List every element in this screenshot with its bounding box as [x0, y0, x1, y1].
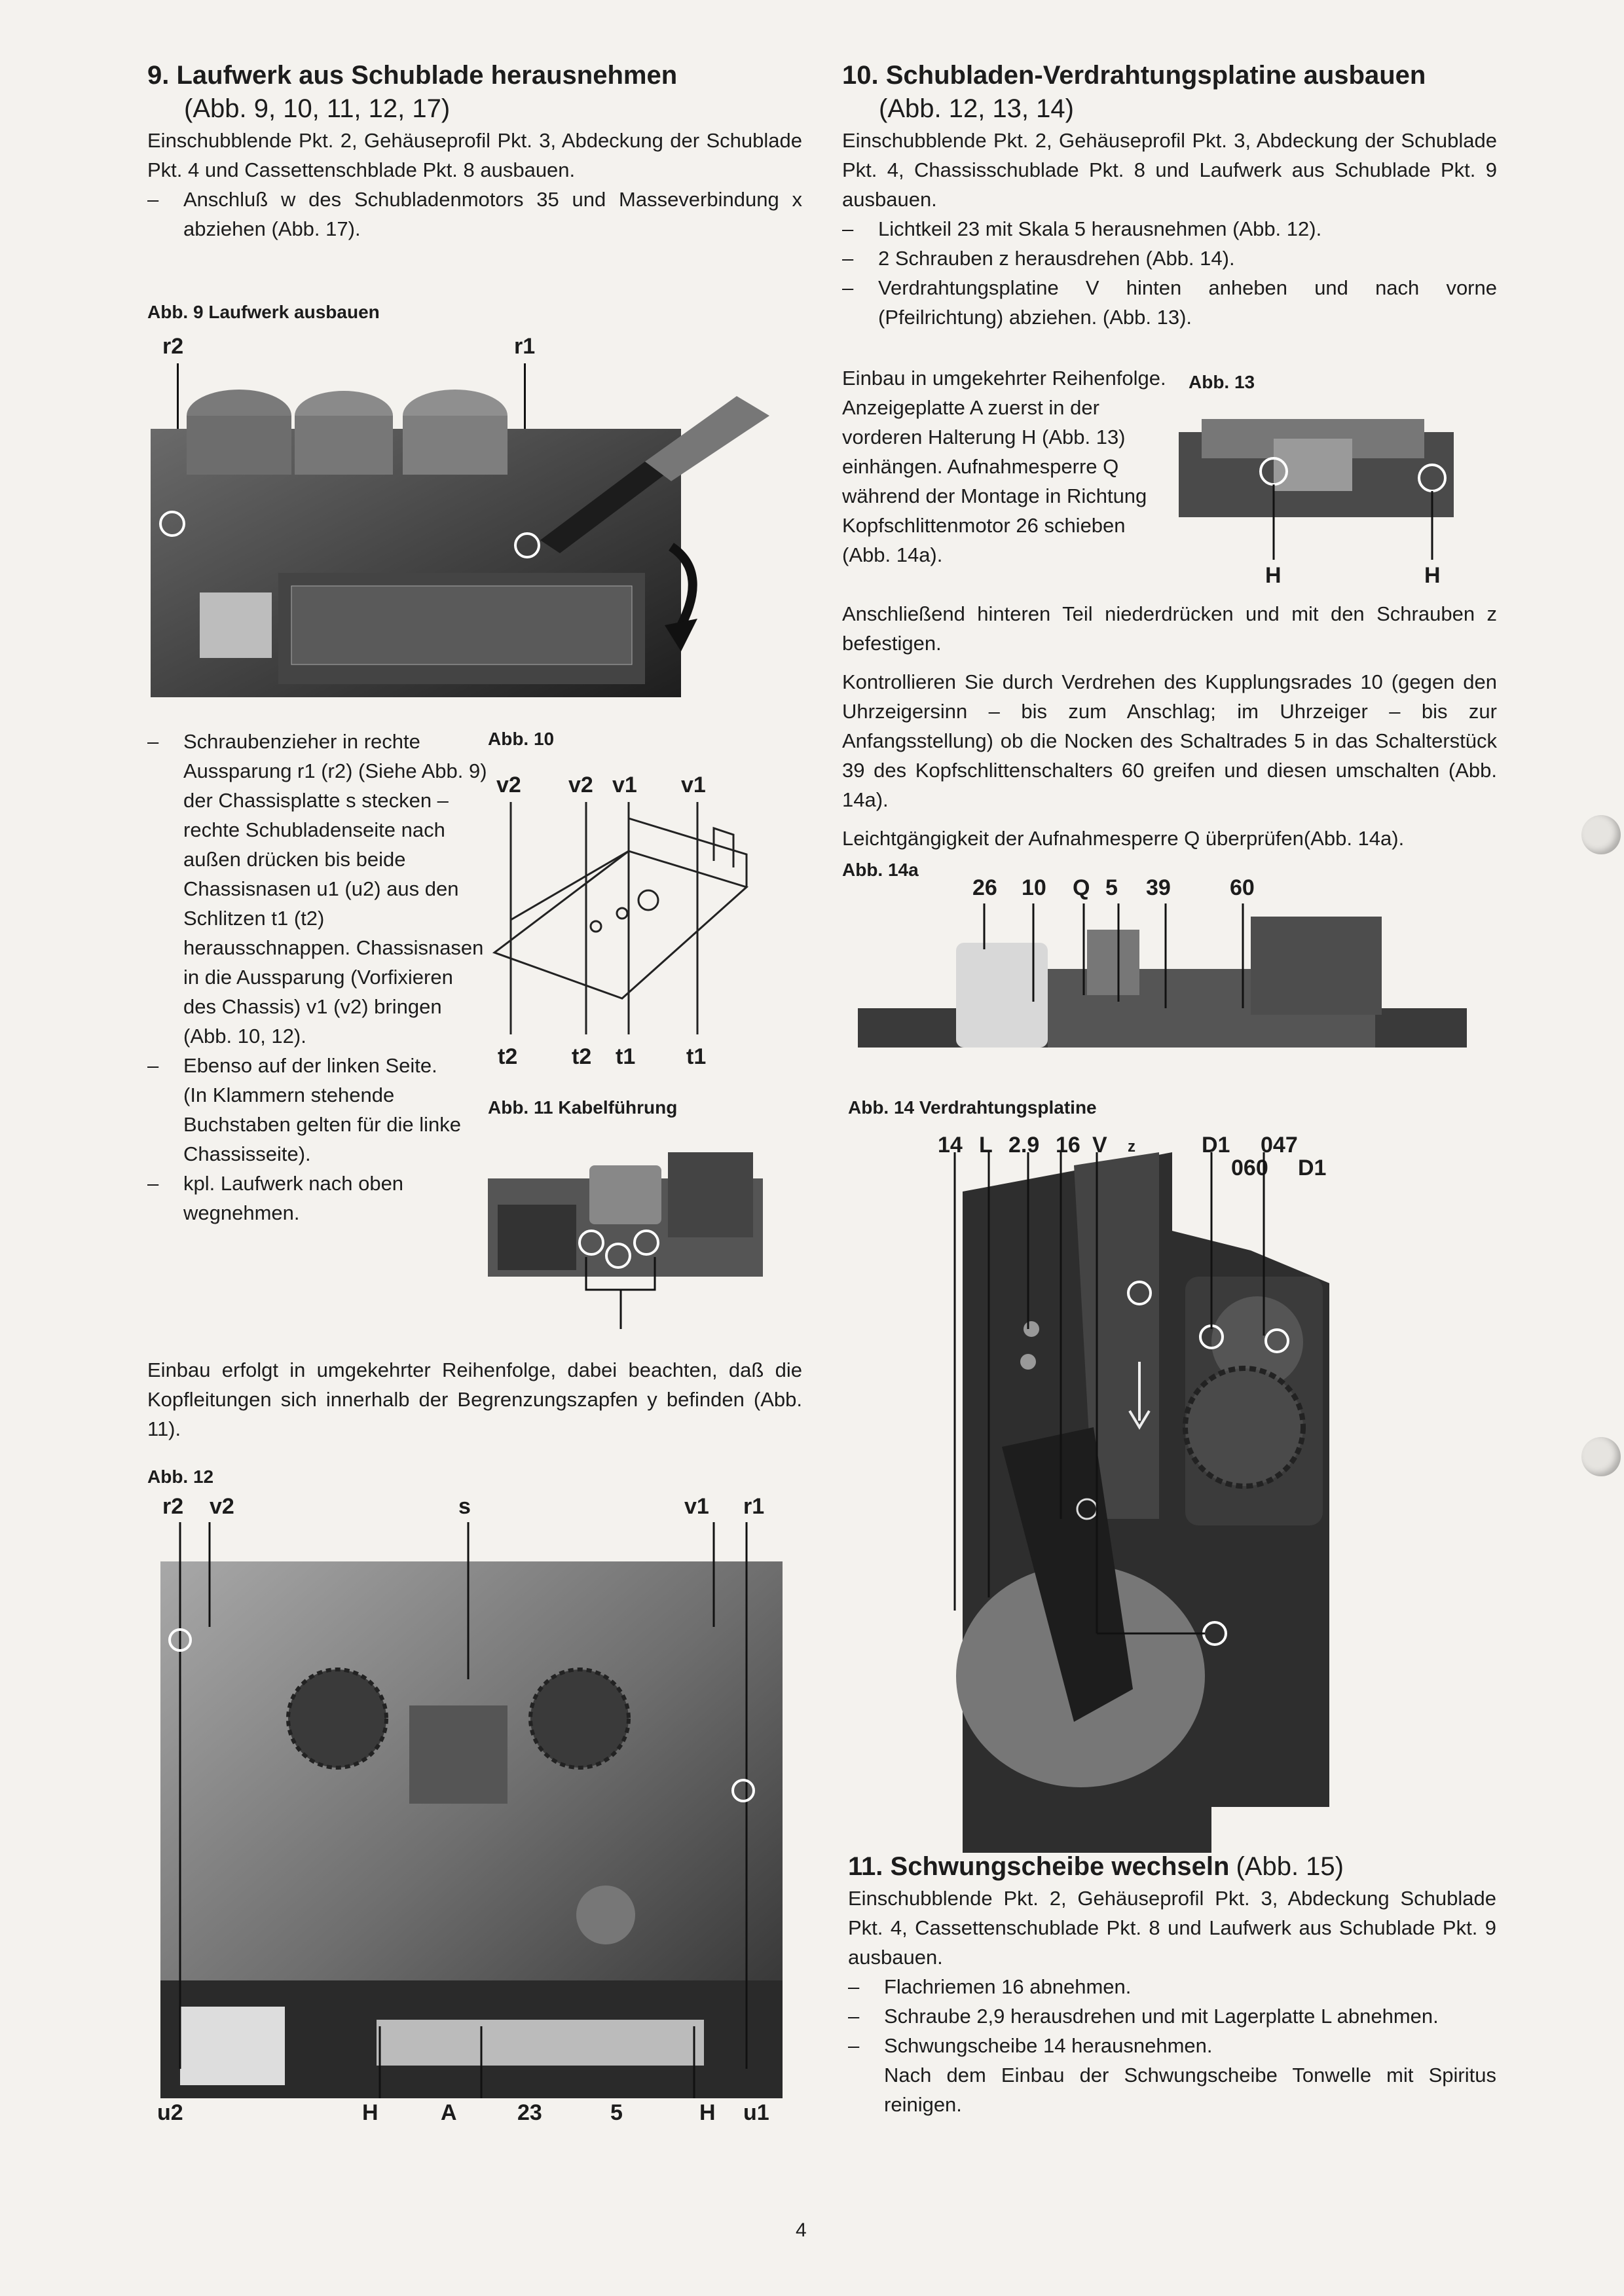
abb12-top-label-v1: v1	[684, 1494, 709, 1519]
abb12-top-label-v2: v2	[210, 1494, 234, 1519]
abb14a-label-26: 26	[972, 875, 997, 900]
abb12-top-label-s: s	[458, 1494, 471, 1519]
abb10-top-label-1: v2	[496, 773, 521, 797]
abb14a-photo-kopfschlitten	[858, 903, 1473, 1074]
section-10-einbau-wrap	[842, 363, 1170, 570]
section-10-title: 10. Schubladen-Verdrahtungsplatine ausbauen (Abb. 12, 13, 14)	[842, 59, 1497, 126]
section-10-anschliessend: Anschließend hinteren Teil niederdrücken und mit den Schrauben z befestigen.	[842, 602, 1497, 655]
section-11-item-1: – Flachriemen 16 abnehmen.	[848, 1972, 1496, 2001]
right-column	[842, 59, 1497, 332]
section-9-einbau-wrap	[147, 1355, 802, 1444]
abb14-label-14: 14	[938, 1133, 963, 1157]
section-10-einbau: Einbau in umgekehrter Reihenfolge. Anzeigeplatte A zuerst in der vorderen Halterung H (Abb. 13) einhängen. Aufnahmesperre Q während der Montage in Richtung Kopfschlittenmotor 26 schieben (Abb. 14a).	[842, 367, 1166, 566]
section-10-item-2: – 2 Schrauben z herausdrehen (Abb. 14).	[842, 244, 1497, 273]
section-9-step-b: – Ebenso auf der linken Seite. (In Klammern stehende Buchstaben gelten für die linke Chassisseite).	[147, 1051, 488, 1169]
section-11-item-3: – Schwungscheibe 14 herausnehmen.	[848, 2031, 1496, 2060]
abb14-label-d1-b: D1	[1298, 1156, 1327, 1180]
abb12-bottom-label-h2: H	[699, 2100, 716, 2125]
abb12-bottom-label-u1: u1	[743, 2100, 769, 2125]
section-11-subtitle: (Abb. 15)	[1236, 1852, 1344, 1881]
binder-hole-upper	[1581, 815, 1621, 854]
abb13-label-h1: H	[1265, 563, 1282, 588]
section-10-item-3: – Verdrahtungsplatine V hinten anheben und nach vorne (Pfeilrichtung) abziehen. (Abb. 13).	[842, 273, 1497, 332]
abb14a-label-60: 60	[1230, 875, 1255, 900]
abb12-bottom-label-23: 23	[517, 2100, 542, 2125]
abb14-label-2-9: 2.9	[1008, 1133, 1040, 1157]
abb10-top-label-4: v1	[681, 773, 706, 797]
section-9-step-c: – kpl. Laufwerk nach oben wegnehmen.	[147, 1169, 488, 1228]
section-9-einbau: Einbau erfolgt in umgekehrter Reihenfolge, dabei beachten, daß die Kopfleitungen sich innerhalb der Begrenzungszapfen y befinden (Abb. 11).	[147, 1358, 802, 1440]
abb11-photo-kabelfuehrung	[485, 1126, 773, 1349]
section-11-title: 11. Schwungscheibe wechseln (Abb. 15)	[848, 1852, 1344, 1881]
section-10-kontrolle: Kontrollieren Sie durch Verdrehen des Kupplungsrades 10 (gegen den Uhrzeigersinn – bis zum Anschlag; im Uhrzeiger – bis zur Anfangsstellung) ob die Nocken des Schaltrades 5 in das Schalterstück 39 des Kopfschlittenschalters 60 greifen und diesen umschalten (Abb. 14a).	[842, 670, 1497, 811]
section-10-subtitle: (Abb. 12, 13, 14)	[879, 94, 1074, 123]
abb10-bottom-label-2: t2	[572, 1044, 592, 1069]
abb13-photo-anzeigeplatte	[1175, 406, 1464, 576]
abb10-bottom-label-1: t2	[498, 1044, 518, 1069]
abb14-label-l: L	[979, 1133, 993, 1157]
section-11-after: Nach dem Einbau der Schwungscheibe Tonwelle mit Spiritus reinigen.	[884, 2064, 1496, 2116]
abb9-label-r1: r1	[514, 334, 536, 359]
abb14-caption: Abb. 14 Verdrahtungsplatine	[848, 1097, 1097, 1118]
section-11-list	[848, 1972, 1496, 2060]
abb10-drawing-chassis	[485, 802, 760, 1044]
abb13-label-h2: H	[1424, 563, 1441, 588]
abb14-label-v: V	[1092, 1133, 1107, 1157]
abb14-photo-verdrahtungsplatine	[923, 1152, 1382, 1872]
abb14a-label-10: 10	[1022, 875, 1046, 900]
abb12-bottom-label-u2: u2	[157, 2100, 183, 2125]
abb10-top-label-3: v1	[612, 773, 637, 797]
page-number: 4	[796, 2219, 807, 2241]
abb9-label-r2: r2	[162, 334, 184, 359]
abb12-bottom-label-h1: H	[362, 2100, 378, 2125]
abb10-bottom-label-4: t1	[686, 1044, 707, 1069]
abb12-bottom-label-a: A	[441, 2100, 457, 2125]
section-9-list	[147, 185, 802, 244]
section-11-intro: Einschubblende Pkt. 2, Gehäuseprofil Pkt. 3, Abdeckung Schublade Pkt. 4, Cassettenschublade Pkt. 8 und Laufwerk aus Schublade Pkt. 9 ausbauen.	[848, 1887, 1496, 1969]
section-11-item-2: – Schraube 2,9 herausdrehen und mit Lagerplatte L abnehmen.	[848, 2001, 1496, 2031]
abb10-caption: Abb. 10	[488, 729, 555, 749]
section-9-step-b-note: (In Klammern stehende Buchstaben gelten für die linke Chassisseite).	[183, 1084, 461, 1165]
section-10-more	[842, 599, 1497, 853]
section-9-intro: Einschubblende Pkt. 2, Gehäuseprofil Pkt. 3, Abdeckung der Schublade Pkt. 4 und Cassettenschblade Pkt. 8 ausbauen.	[147, 129, 802, 181]
section-10-item-1: – Lichtkeil 23 mit Skala 5 herausnehmen (Abb. 12).	[842, 214, 1497, 244]
section-10-leichtgaengigkeit: Leichtgängigkeit der Aufnahmesperre Q überprüfen(Abb. 14a).	[842, 827, 1405, 850]
abb14a-label-q: Q	[1073, 875, 1090, 900]
abb14-label-047: 047	[1261, 1133, 1298, 1157]
abb10-top-label-2: v2	[568, 773, 593, 797]
abb9-photo-laufwerk	[147, 376, 802, 704]
abb14-label-z: z	[1128, 1138, 1135, 1156]
section-9-steps	[147, 727, 488, 1228]
abb12-caption: Abb. 12	[147, 1467, 214, 1487]
abb13-caption: Abb. 13	[1189, 372, 1255, 392]
section-10-intro: Einschubblende Pkt. 2, Gehäuseprofil Pkt. 3, Abdeckung der Schublade Pkt. 4, Chassisschublade Pkt. 8 und Laufwerk aus Schublade Pkt. 9 ausbauen.	[842, 129, 1497, 211]
abb12-top-label-r2: r2	[162, 1494, 184, 1519]
abb14-label-060: 060	[1231, 1156, 1268, 1180]
section-9-subtitle: (Abb. 9, 10, 11, 12, 17)	[184, 94, 451, 123]
abb14a-label-39: 39	[1146, 875, 1171, 900]
section-9-title: 9. Laufwerk aus Schublade herausnehmen (Abb. 9, 10, 11, 12, 17)	[147, 59, 802, 126]
binder-hole-lower	[1581, 1437, 1621, 1476]
abb11-caption: Abb. 11 Kabelführung	[488, 1097, 678, 1118]
abb12-photo-laufwerk-top	[147, 1522, 802, 2121]
abb14-label-16: 16	[1056, 1133, 1080, 1157]
section-10-list	[842, 214, 1497, 332]
abb14a-label-5: 5	[1105, 875, 1118, 900]
abb14a-caption: Abb. 14a	[842, 860, 919, 880]
abb10-bottom-label-3: t1	[616, 1044, 636, 1069]
section-9-step-a: – Schraubenzieher in rechte Aussparung r1 (r2) (Siehe Abb. 9) der Chassisplatte s stecken – rechte Schubladenseite nach außen drücken bis beide Chassisnasen u1 (u2) aus den Schlitzen t1 (t2) herausschnappen. Chassisnasen in die Aussparung (Vorfixieren des Chassis) v1 (v2) bringen (Abb. 10, 12).	[147, 727, 488, 1051]
left-column	[147, 59, 802, 244]
abb12-bottom-label-5: 5	[610, 2100, 623, 2125]
section-9-item-1: – Anschluß w des Schubladenmotors 35 und Masseverbindung x abziehen (Abb. 17).	[147, 185, 802, 244]
abb14-label-d1-a: D1	[1202, 1133, 1230, 1157]
abb12-top-label-r1: r1	[743, 1494, 765, 1519]
abb9-caption: Abb. 9 Laufwerk ausbauen	[147, 302, 380, 322]
section-11	[848, 1850, 1496, 2119]
